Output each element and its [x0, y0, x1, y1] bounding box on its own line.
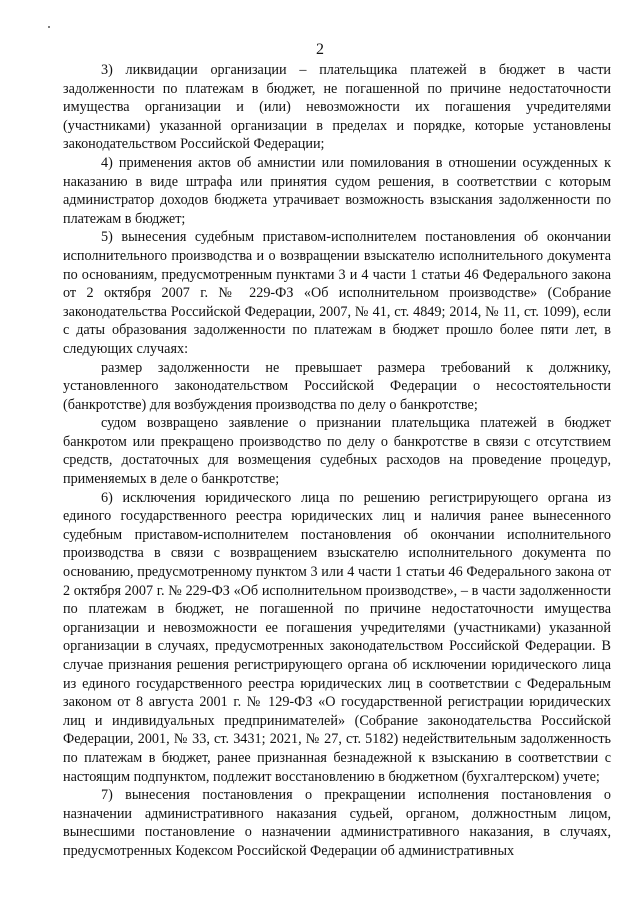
- paragraph-item-3: 3) ликвидации организации – плательщика платежей в бюджет в части задолженности по платежам в бюджет, не погашенной по причине недостаточности имущества организации и (или) невозможности их погашения учредителями (участниками) указанной организации в пределах и порядке, которые установлены законодательством Российской Федерации;: [63, 62, 611, 153]
- document-body: [63, 61, 611, 861]
- paragraph-item-6: 6) исключения юридического лица по решению регистрирующего органа из единого государственного реестра юридических лиц и наличия ранее вынесенного судебным приставом-исполнителем постановления об окончании исполнительного производства в связи с возвращением взыскателю исполнительного документа по основанию, предусмотренному пунктом 3 или 4 части 1 статьи 46 Федерального закона от 2 октября 2007 г. № 229-ФЗ «Об исполнительном производстве», – в части задолженности по платежам в бюджет, не погашенной по причине недостаточности имущества организации и невозможности ее погашения учредителями (участниками) указанной организации в случаях, предусмотренных законодательством Российской Федерации. В случае признания решения регистрирующего органа об исключении юридического лица из единого государственного реестра юридических лиц в соответствии с Федеральным законом от 8 августа 2001 г. № 129-ФЗ «О государственной регистрации юридических лиц и индивидуальных предпринимателей» (Собрание законодательства Российской Федерации, 2001, № 33, ст. 3431; 2021, № 27, ст. 5182) недействительным задолженность по платежам в бюджет, ранее признанная безнадежной к взысканию в соответствии с настоящим подпунктом, подлежит восстановлению в бюджетном (бухгалтерском) учете;: [63, 489, 611, 785]
- paragraph-item-7: 7) вынесения постановления о прекращении исполнения постановления о назначении административного наказания судьей, органом, должностным лицом, вынесшими постановление о назначении административного наказания, в случаях, предусмотренных Кодексом Российской Федерации об административных: [63, 787, 611, 859]
- paragraph-item-5: 5) вынесения судебным приставом-исполнителем постановления об окончании исполнительного производства и о возвращении взыскателю исполнительного документа по основаниям, предусмотренным пунктами 3 и 4 части 1 статьи 46 Федерального закона от 2 октября 2007 г. № 229-ФЗ «Об исполнительном производстве» (Собрание законодательства Российской Федерации, 2007, № 41, ст. 4849; 2014, № 11, ст. 1099), если с даты образования задолженности по платежам в бюджет прошло более пяти лет, в следующих случаях:: [63, 229, 611, 357]
- page-number: 2: [316, 41, 324, 58]
- scan-speck: [48, 26, 50, 28]
- paragraph-case-debt-size: размер задолженности не превышает размера требований к должнику, установленного законодательством Российской Федерации о несостоятельности (банкротстве) для возбуждения производства по делу о банкротстве;: [63, 359, 611, 413]
- paragraph-item-4: 4) применения актов об амнистии или помилования в отношении осужденных к наказанию в виде штрафа или принятия судом решения, в соответствии с которым администратор доходов бюджета утрачивает возможность взыскания задолженности по платежам в бюджет;: [63, 154, 611, 227]
- paragraph-case-bankruptcy: судом возвращено заявление о признании плательщика платежей в бюджет банкротом или прекращено производство по делу о банкротстве в связи с отсутствием средств, достаточных для возмещения судебных расходов на проведение процедур, применяемых в деле о банкротстве;: [63, 415, 611, 488]
